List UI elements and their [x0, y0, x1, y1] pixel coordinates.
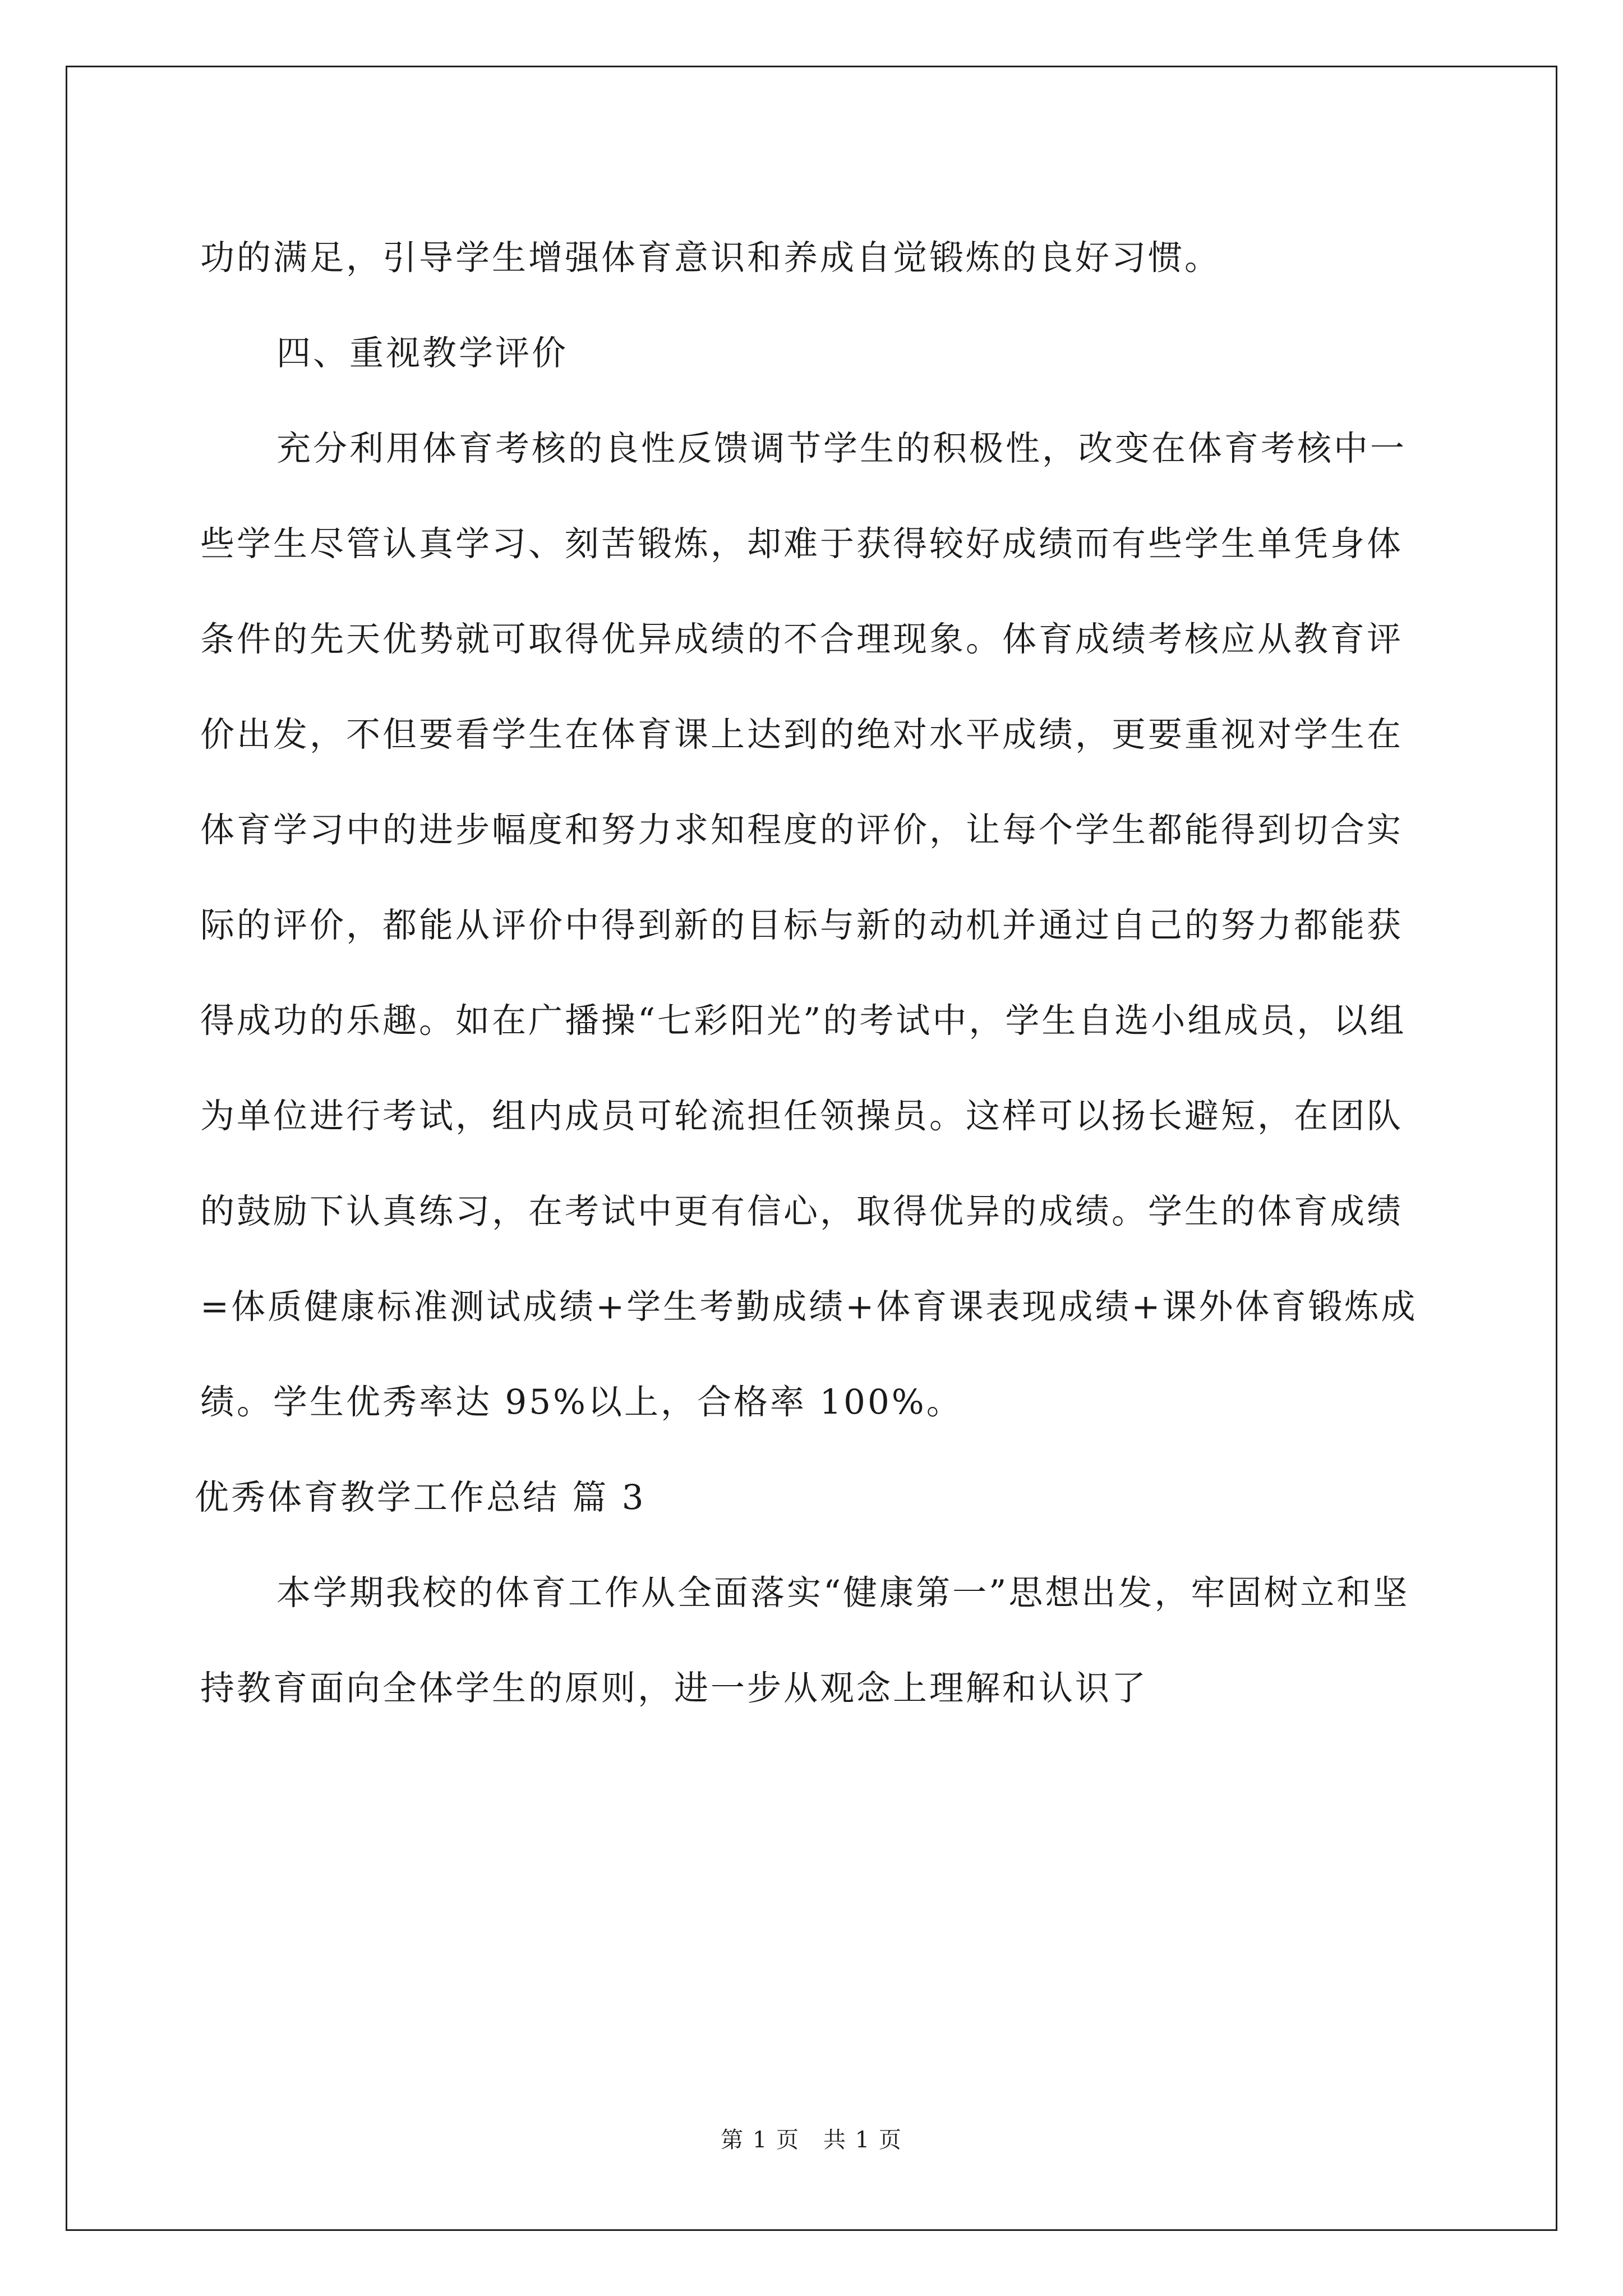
article-title: 优秀体育教学工作总结 篇 3 [195, 1478, 646, 1517]
paragraph-continuation: 功的满足，引导学生增强体育意识和养成自觉锻炼的良好习惯。 [200, 238, 1221, 278]
section-heading-four: 四、重视教学评价 [276, 333, 569, 373]
page-footer: 第 1 页 共 1 页 [721, 2127, 902, 2153]
paragraph-intro: 本学期我校的体育工作从全面落实“健康第一”思想出发，牢固树立和坚持教育面向全体学生的原则，进一步从观念上理解和认识了 [200, 1573, 1410, 1708]
paragraph-evaluation: 充分利用体育考核的良性反馈调节学生的积极性，改变在体育考核中一些学生尽管认真学习、刻苦锻炼，却难于获得较好成绩而有些学生单凭身体条件的先天优势就可取得优异成绩的不合理现象。体育成绩考核应从教育评价出发，不但要看学生在体育课上达到的绝对水平成绩，更要重视对学生在体育学习中的进步幅度和努力求知程度的评价，让每个学生都能得到切合实际的评价，都能从评价中得到新的目标与新的动机并通过自己的努力都能获得成功的乐趣。如在广播操“七彩阳光”的考试中，学生自选小组成员，以组为单位进行考试，组内成员可轮流担任领操员。这样可以扬长避短，在团队的鼓励下认真练习，在考试中更有信心，取得优异的成绩。学生的体育成绩=体质健康标准测试成绩+学生考勤成绩+体育课表现成绩+课外体育锻炼成绩。学生优秀率达 95%以上，合格率 100%。 [200, 429, 1418, 1422]
document-body [195, 210, 1428, 1736]
